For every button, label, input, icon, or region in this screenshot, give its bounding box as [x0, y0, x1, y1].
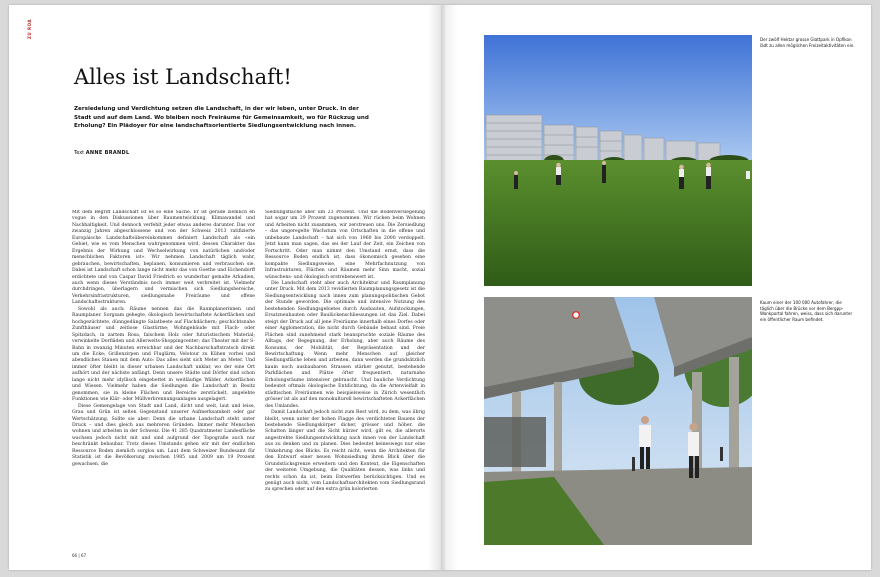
- page-numbers: 66 | 67: [72, 553, 87, 558]
- article-lead: Zersiedelung und Verdichtung setzen die Landschaft, in der wir leben, unter Druck. In der Stadt und auf dem Land. Wo bleiben noch Freiräume für Gemeinsamkeit, wo für Rückzug und Erholung? Ein Plädoyer für eine landschaftsorientierte Siedlungsentwicklung nach innen.: [74, 106, 369, 129]
- bridge-photo-illustration: [484, 297, 752, 545]
- park-photo: [484, 35, 752, 286]
- right-page: [442, 5, 871, 570]
- article-title: Alles ist Landschaft!: [74, 65, 292, 89]
- text-column-1: [72, 210, 255, 540]
- section-tag: ZU ROA: [27, 18, 32, 39]
- text-column-2: [265, 210, 425, 540]
- magazine-spread: [5, 5, 875, 572]
- paragraph: Damit Landschaft jedoch nicht zum Rest wird, zu dem, was übrig bleibt, wenn unter der hohen Flagge des verdichteten Bauens der bestehende Siedlungskörper dicker, grösser und höher, die Schatten länger und die Sicht kürzer wird, gilt es, die allerorts angestrebte Siedlungsentwicklung nach innen von der Landschaft aus zu denken und zu planen. Dies bedeutet keineswegs nur eine Umkehrung des Blicks. Es reicht nicht, wenn die Architekten für den Entwurf einer neuen Wohnsiedlung ihren Blick über die Grundstücksgrenze erweitern und den Kontext, die Eigenschaften der weiteren Umgebung, die Qualitäten dessen, was links und rechts schon da ist, beim Entwerfen berücksichtigen. Und es genügt auch nicht, vom Landschaftsarchitekten vom Siedlungsrand zu sprechen oder auf den extra grün kolorierten: [265, 410, 425, 493]
- byline-author: ANNE BRANDL: [85, 150, 130, 156]
- bridge-photo: [484, 297, 752, 545]
- photo-caption-1: Der zwölf Hektar grosse Glattpark in Opfikon lädt zu allen möglichen Freizeitaktivitäten ein.: [760, 37, 855, 48]
- paragraph: Mit dem Begriff Landschaft ist es so eine Sache. Er ist gerade ziemlich en vogue in den Diskussionen über Raumentwicklung, Klimawandel und Nachhaltigkeit. Und dennoch verfehlt jeder etwas anderes darunter. Das vor zwanzig Jahren abgeschlossene und von der Schweiz 2013 ratifizierte Europäische Landschaftsübereinkommen definiert Landschaft als «ein Gebiet, wie es vom Menschen wahrgenommen wird, dessen Charakter das Ergebnis der Wirkung und Wechselwirkung von natürlichen und/oder menschlichen Faktoren ist». Wir nehmen Landschaft täglich wahr, gebrauchen, bewirtschaften, beplanen, konsumieren und verbrauchen sie. Dabei ist Landschaft schon lange nicht mehr das von Goethe und Eichendorff erdichtete und von Caspar David Friedrich so wunderbar gemalte Arkadien, auch wenn dieses Verständnis noch immer weit verbreitet ist. Vielmehr durchdringen, überlagern und vermischen sich Siedlungsbereiche, Verkehrsinfrastrukturen, siedlungsnahe Freiräume und offene Landschaftsstrukturen.: [72, 210, 255, 306]
- paragraph: Siedlungsfläche aber um 23 Prozent. Und die Bodenversiegelung hat sogar um 29 Prozent zugenommen. Wir rücken beim Wohnen und Arbeiten nicht zusammen, wir zerstreuen uns. Die Zersiedlung – das ungeregelte Wachstum von Ortschaften in die offene und unbebaute Landschaft – hat sich von 1960 bis 2000 verdoppelt. Jetzt kann man sagen, das sei der Lauf der Zeit, ein Zeichen von Fortschritt. Oder man nimmt den Umstand ernst, dass die Ressource Boden endlich ist, dass ökonomisch gesehen eine kompakte Siedlungsweise, eine Mehrfachnutzung von Infrastrukturen, Flächen und Räumen mehr Sinn macht, sozial wünschens- und ökologisch erstrebenswert ist.: [265, 210, 425, 280]
- park-photo-illustration: [484, 35, 752, 286]
- paragraph: Diese Gemengelage von Stadt und Land, dicht und weit, laut und leise, Grau und Grün ist selten Gegenstand unserer Aufmerksamkeit oder gar Wertschätzung. Sollte sie aber: Denn die urbane Landschaft steht unter Druck – und dies gleich aus mehreren Gründen. Immer mehr Menschen wohnen und arbeiten in der Schweiz. Die 41 285 Quadratmeter Landesfläche wachsen jedoch nicht mit und sind aufgrund der Topografie auch nur beschränkt bebaubar. Trotz dieses Umstands gehen wir mit der endlichen Ressource Boden ziemlich sorglos um. Laut dem Schweizer Bundesamt für Statistik ist die Bevölkerung zwischen 1985 und 2009 um 19 Prozent gewachsen, die: [72, 403, 255, 467]
- left-page: [9, 5, 442, 570]
- byline-prefix: Text: [74, 150, 85, 156]
- photo-caption-2: Kaum einer der 100 000 Autofahrer, die täglich über die Brücke vor dem Bergpp-Wankportal fahren, weiss, dass sich darunter ein öffentlicher Raum befindet.: [760, 300, 853, 322]
- paragraph: Sowohl als auch: Räume nennen das die Raumplanerinnen und Raumplaner. Sorgsam gehegte, ökologisch bewirtschaftete Ackerflächen und hochgezüchtete, dünngedüngte Salatbeete auf Flachdächern; geschichtsnahe Zunfthäuser und zeitlose Glastürme; Wohngebäude mit Flach- oder Spitzdach, in zartem Rosa, falschem Holz oder futuristischem Material; verwinkelte Dorfläden und Allerwelts-Shoppingcenter; das Theater mit der S-Bahn in zwanzig Minuten erreichbar und der Nachbarschaftstratsch direkt um die Ecke; Grillenzirpen und Fluglärm, Velotour zu Kühen vorbei und abendliches Stauen mit dem Auto: Das alles sieht sich Meter an Meter. Und immer öfter bleibt in dieser urbanen Landschaft unklar, wo der eine Ort aufhört und der nächste anfängt. Denn unsere Städte und Dörfer sind schon lange nicht mehr idyllisch eingebettet in weitläufige Wälder, Ackerflächen und Wiesen. Vielmehr haben die Siedlungen die Landschaft in Besitz genommen, sie in kleine Flächen und Bereiche zerstückelt, angelebte Funktionen wie Klär- oder Müllverbrennungsanlagen ausgelagert.: [72, 306, 255, 403]
- paragraph: Die Landschaft steht aber auch Architektur und Raumplanung unter Druck. Mit dem 2013 revidierten Raumplanungsgesetz ist die Siedlungsentwicklung nach innen zum planungspolitischen Gebot der Stunde geworden. Die optimale und intensive Nutzung des bestehenden Siedlungsgebietes durch Ausbauten, Aufstockungen, Ersatzneubauten oder Baulückenschliessungen ist das Ziel. Dabei steigt der Druck auf all jene Freiräume innerhalb eines Dorfes oder einer Agglomeration, die nicht durch Gebäude bebaut sind. Freie Flächen sind zunehmend stark beanspruchte soziale Räume des Alltags, der Begegnung, der Erholung, aber auch Räume des Konsums, der Mobilität, der Repräsentation und der Bewirtschaftung. Wenn mehr Menschen auf gleicher Siedlungsfläche leben und arbeiten, dann werden die grundsätzlich kaum noch ausbaubaren Strassen stärker genutzt, bestehende Parkflächen und Plätze öfter frequentiert, naturnahe Erholungsräume intensiver gebraucht. Und bauliche Verdichtung bedeutet oftmals ökologische Entdichtung, da die Artenvielfalt in städtischen Freiräumen wie beispielsweise in Zürich wesentlich grösser ist als auf den monokulturell bewirtschafteten Ackerflächen des Umlandes.: [265, 280, 425, 409]
- byline: [74, 150, 129, 156]
